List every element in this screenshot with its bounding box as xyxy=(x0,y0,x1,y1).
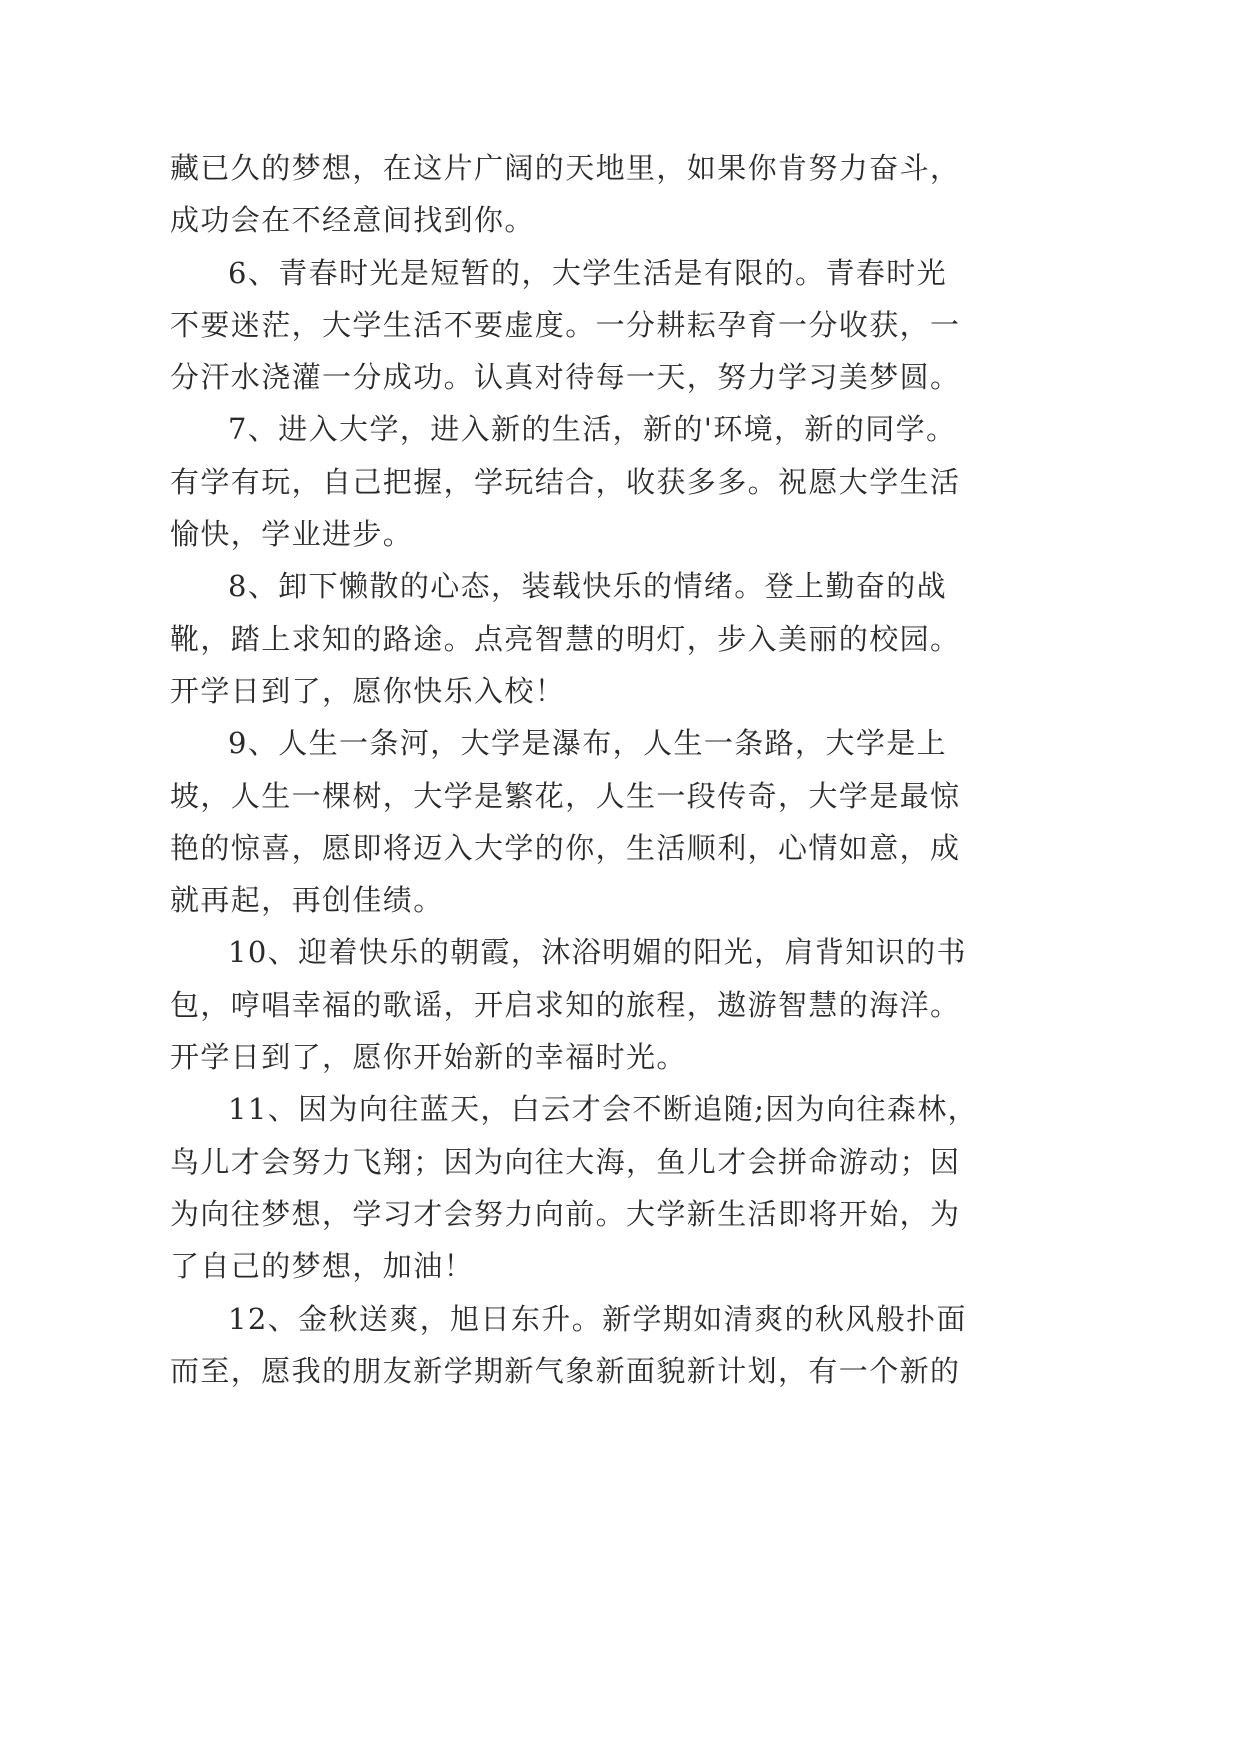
text-line: 艳的惊喜，愿即将迈入大学的你，生活顺利，心情如意，成 xyxy=(170,830,961,865)
text-line: 了自己的梦想，加油！ xyxy=(170,1249,475,1284)
text-line: 分汗水浇灌一分成功。认真对待每一天，努力学习美梦圆。 xyxy=(170,360,961,395)
text-line: 12、金秋送爽，旭日东升。新学期如清爽的秋风般扑面 xyxy=(228,1301,967,1336)
text-line: 开学日到了，愿你快乐入校！ xyxy=(170,673,566,708)
paragraph-item-11 xyxy=(170,1083,979,1292)
text-line: 不要迷茫，大学生活不要虚度。一分耕耘孕育一分收获，一 xyxy=(170,307,961,342)
text-line: 包，哼唱幸福的歌谣，开启求知的旅程，遨游智慧的海洋。 xyxy=(170,987,961,1022)
paragraph-item-12 xyxy=(170,1293,970,1398)
paragraph-continued xyxy=(170,142,970,247)
text-line: 有学有玩，自己把握，学玩结合，收获多多。祝愿大学生活 xyxy=(170,464,961,499)
text-line: 6、青春时光是短暂的，大学生活是有限的。青春时光 xyxy=(228,255,948,290)
text-line: 11、因为向往蓝天，白云才会不断追随;因为向往森林， xyxy=(228,1092,979,1127)
text-line: 而至，愿我的朋友新学期新气象新面貌新计划，有一个新的 xyxy=(170,1353,961,1388)
text-line: 愉快，学业进步。 xyxy=(170,517,414,552)
text-line: 就再起，再创佳绩。 xyxy=(170,883,444,918)
text-line: 坡，人生一棵树，大学是繁花，人生一段传奇，大学是最惊 xyxy=(170,778,961,813)
paragraph-item-8 xyxy=(170,560,970,717)
text-line: 靴，踏上求知的路途。点亮智慧的明灯，步入美丽的校园。 xyxy=(170,621,961,656)
paragraph-item-6 xyxy=(170,247,970,404)
text-line: 鸟儿才会努力飞翔；因为向往大海，鱼儿才会拼命游动；因 xyxy=(170,1144,961,1179)
text-line: 藏已久的梦想，在这片广阔的天地里，如果你肯努力奋斗， xyxy=(170,151,961,185)
document-body xyxy=(170,142,979,1397)
text-line: 为向往梦想，学习才会努力向前。大学新生活即将开始，为 xyxy=(170,1196,961,1231)
text-line: 10、迎着快乐的朝霞，沐浴明媚的阳光，肩背知识的书 xyxy=(228,935,967,970)
text-line: 9、人生一条河，大学是瀑布，人生一条路，大学是上 xyxy=(228,726,948,761)
text-line: 8、卸下懒散的心态，装载快乐的情绪。登上勤奋的战 xyxy=(228,569,948,604)
text-line: 开学日到了，愿你开始新的幸福时光。 xyxy=(170,1040,687,1075)
paragraph-item-10 xyxy=(170,926,970,1083)
paragraph-item-9 xyxy=(170,717,970,926)
text-line: 成功会在不经意间找到你。 xyxy=(170,203,535,238)
text-line: 7、进入大学，进入新的生活，新的'环境，新的同学。 xyxy=(228,412,957,447)
paragraph-item-7 xyxy=(170,403,970,560)
